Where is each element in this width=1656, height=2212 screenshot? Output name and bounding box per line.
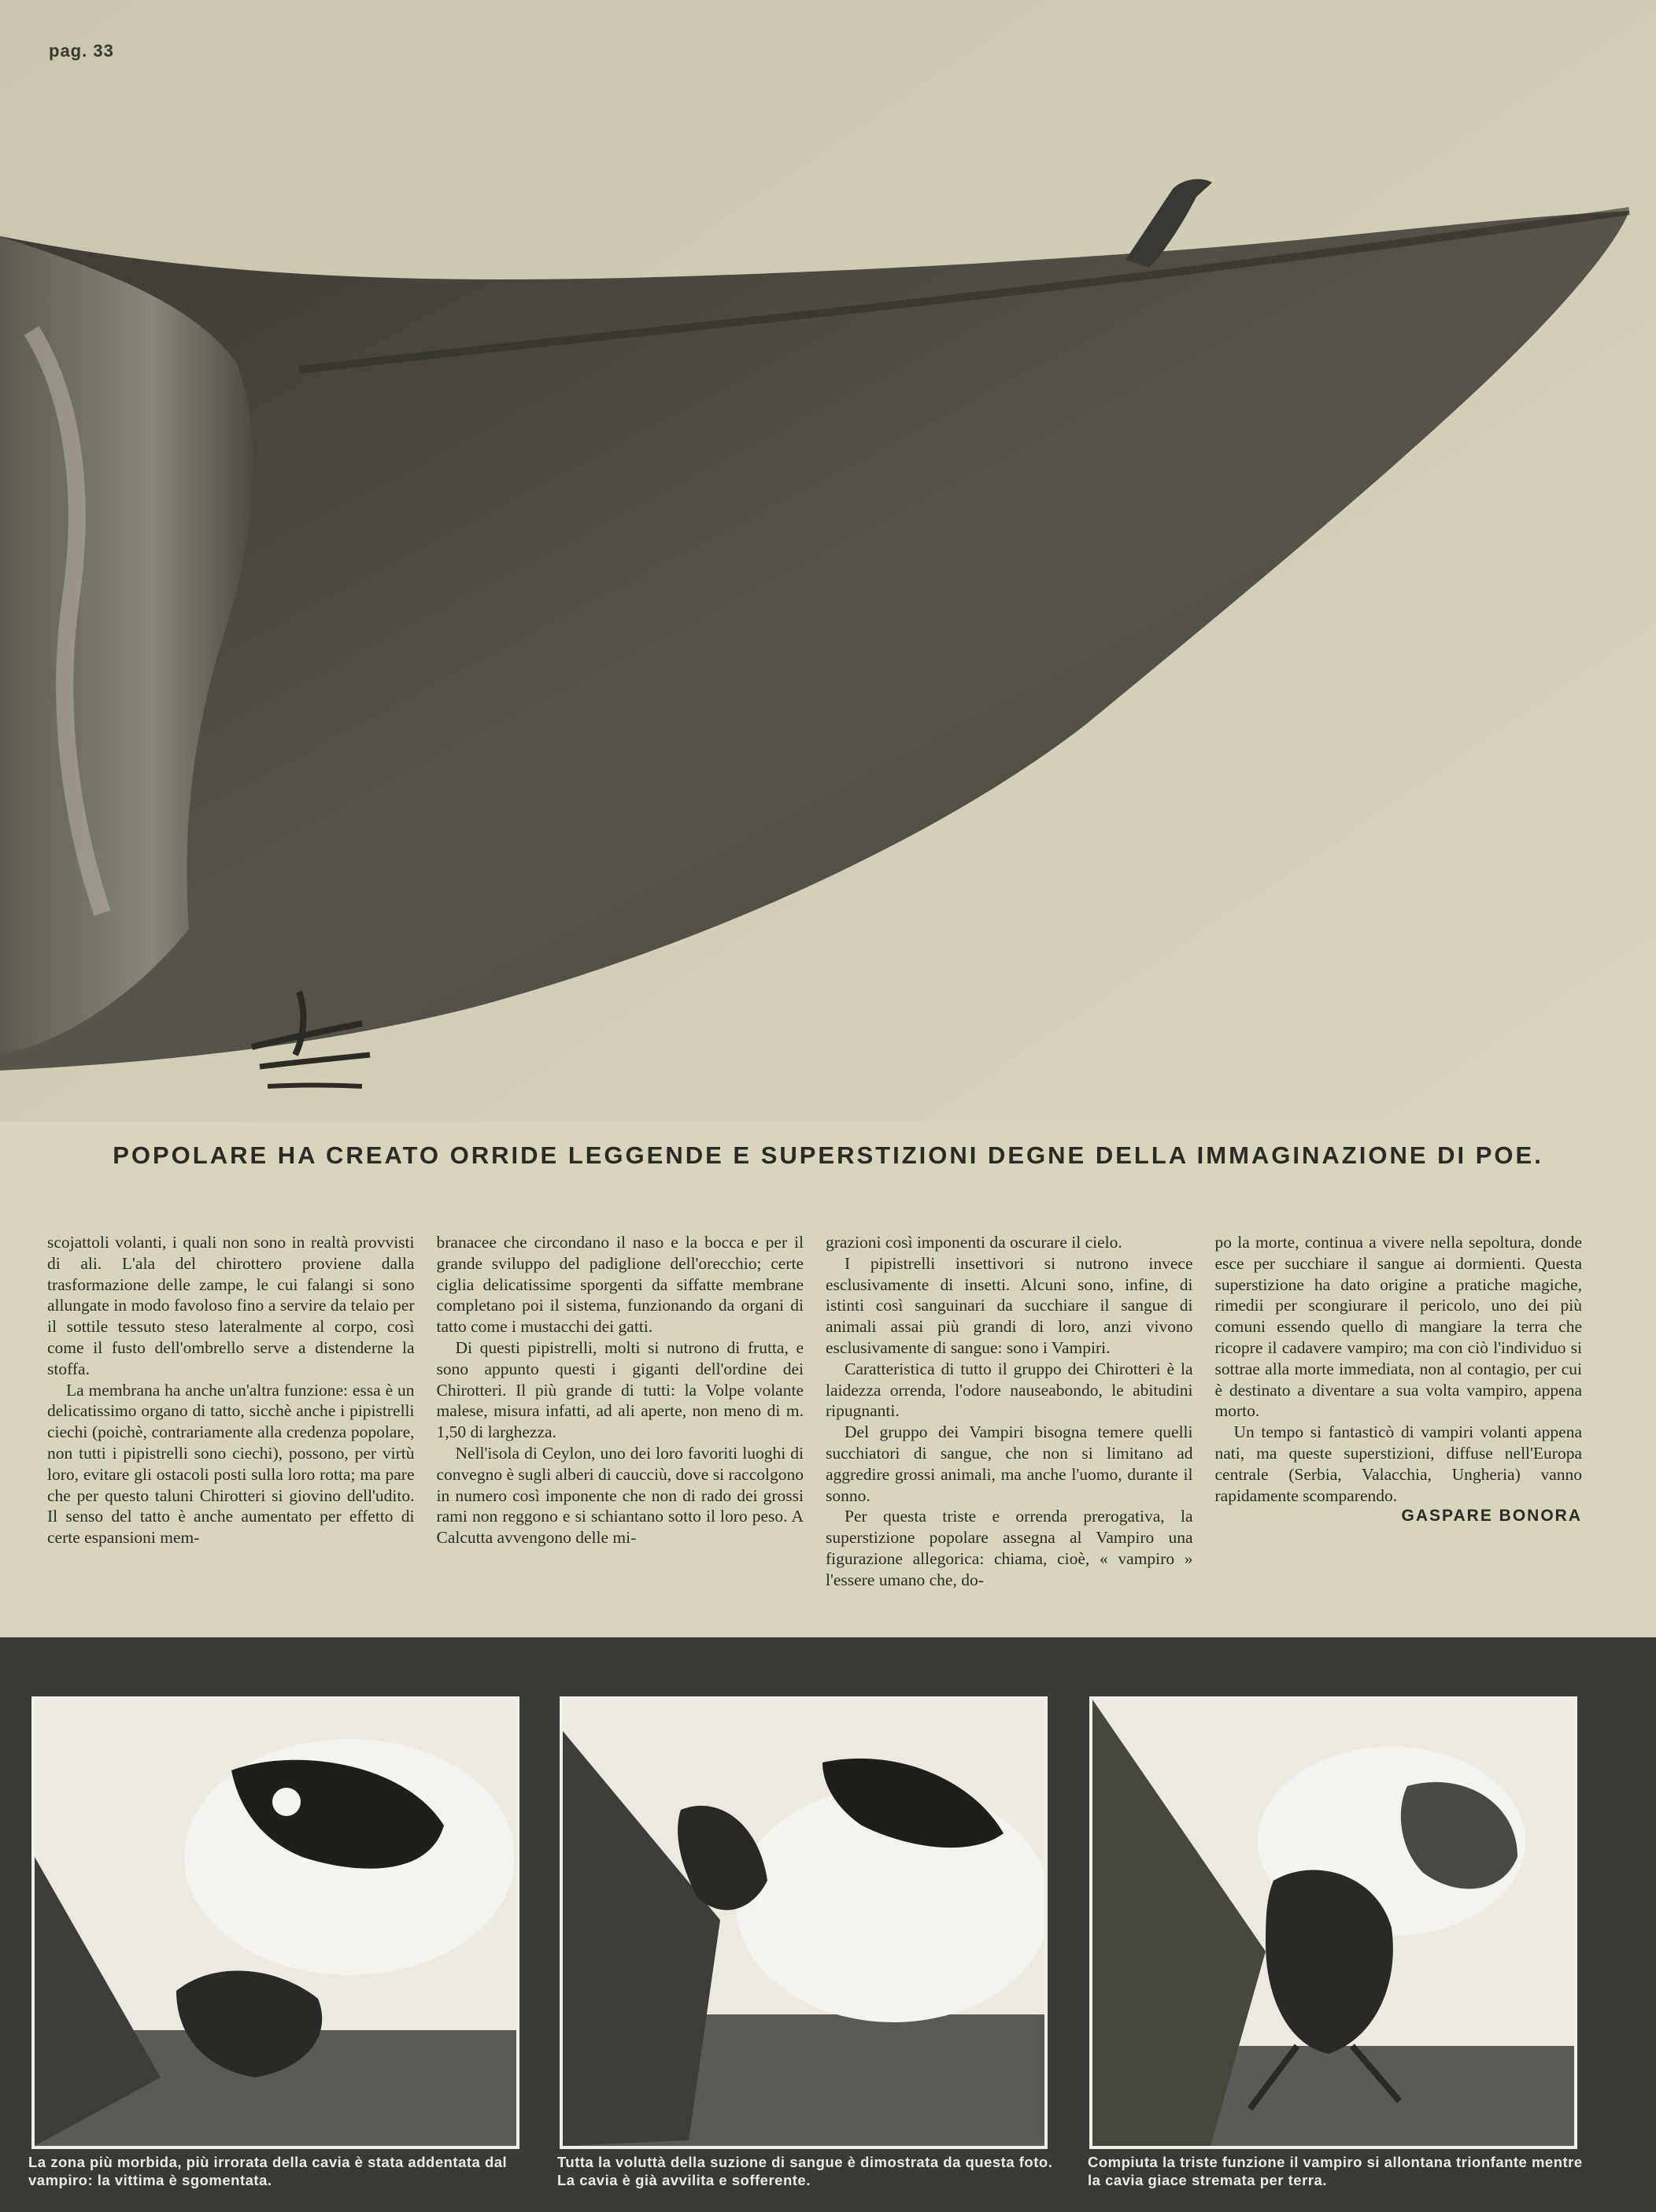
article-body — [47, 1232, 1582, 1629]
photo-blood-feeding — [560, 1696, 1048, 2149]
paragraph: branacee che circondano il naso e la bocca e per il grande sviluppo del padiglione dell'orecchio; certe ciglia delicatissime sporgenti da siffatte membrane completano poi il sistema, funzionando da organi di tatto come i mustacchi dei gatti. — [436, 1233, 804, 1337]
paragraph: La membrana ha anche un'altra funzione: essa è un delicatissimo organo di tatto, sicchè anche i pipistrelli ciechi (poichè, contrariamente alla credenza popolare, non tutti i pipistrelli sono ciechi), possono, per virtù loro, evitare gli ostacoli posti sulla loro rotta; ma pare che per questo taluni Chirotteri si giovino dell'udito. Il senso del tatto è anche aumentato per effetto di certe espansioni mem- — [47, 1380, 415, 1548]
paragraph: Del gruppo dei Vampiri bisogna temere quelli succhiatori di sangue, che non si limitano ad aggredire grossi animali, ma anche l'uomo, durante il sonno. — [826, 1422, 1193, 1505]
paragraph: Nell'isola di Ceylon, uno dei loro favoriti luoghi di convegno è sugli alberi di caucciù, dove si raccolgono in numero così imponente che non di rado dei grossi rami non reggono e si schiantano sotto il loro peso. A Calcutta avvengono delle mi- — [436, 1443, 804, 1548]
paragraph: I pipistrelli insettivori si nutrono invece esclusivamente di insetti. Alcuni sono, infine, di istinti così sanguinari da succhiare il sangue di animali assai più grandi di loro, anzi vivono esclusivamente di sangue: sono i Vampiri. — [826, 1253, 1193, 1357]
paragraph: Un tempo si fantasticò di vampiri volanti appena nati, ma queste superstizioni, diffuse nell'Europa centrale (Serbia, Valacchia, Ungheria) vanno rapidamente scomparendo. — [1214, 1422, 1582, 1505]
paragraph: scojattoli volanti, i quali non sono in realtà provvisti di ali. L'ala del chirottero proviene dalla trasformazione delle zampe, le cui falangi si sono allungate in modo favoloso fino a servire da telaio per il sottile tessuto steso lateralmente al corpo, così come il fusto dell'ombrello serve a distenderne la stoffa. — [47, 1233, 415, 1378]
article-column-2 — [437, 1232, 804, 1629]
headline: POPOLARE HA CREATO ORRIDE LEGGENDE E SUPERSTIZIONI DEGNE DELLA IMMAGINAZIONE DI POE. — [113, 1141, 1543, 1169]
article-column-3 — [826, 1232, 1193, 1629]
guinea-pig-bat-image-1 — [35, 1700, 516, 2146]
paragraph: po la morte, continua a vivere nella sepoltura, donde esce per succhiare il sangue ai dormienti. Questa superstizione ha dato origine a pratiche magiche, rimedii per scongiurare il pericolo, uno dei più comuni essendo quello di mangiare la terra che ricopre il cadavere vampiro; ma con ciò l'individuo si sottrae alla morte immediata, non al contagio, per cui è destinato a diventare a sua volta vampiro, appena morto. — [1214, 1233, 1582, 1421]
photo-guinea-pig-bitten — [31, 1696, 519, 2149]
caption-photo-1: La zona più morbida, più irrorata della cavia è stata addentata dal vampiro: la vittima è sgomentata. — [28, 2154, 508, 2188]
article-column-1 — [47, 1232, 415, 1629]
paragraph: grazioni così imponenti da oscurare il cielo. — [826, 1233, 1122, 1252]
article-headline-strip — [0, 1122, 1656, 1189]
photo-vampire-leaving — [1089, 1696, 1577, 2149]
guinea-pig-bat-image-2 — [563, 1700, 1044, 2146]
caption-photo-2: Tutta la voluttà della suzione di sangue è dimostrata da questa foto. La cavia è già avvilita e sofferente. — [557, 2154, 1053, 2188]
caption-photo-3: Compiuta la triste funzione il vampiro si allontana trionfante mentre la cavia giace stremata per terra. — [1088, 2154, 1583, 2188]
paragraph: Caratteristica di tutto il gruppo dei Chirotteri è la laidezza orrenda, l'odore nauseabondo, le abitudini ripugnanti. — [826, 1359, 1193, 1421]
article-column-4 — [1215, 1232, 1583, 1629]
guinea-pig-bat-image-3 — [1092, 1700, 1574, 2146]
paragraph: Di questi pipistrelli, molti si nutrono di frutta, e sono appunto questi i giganti dell'ordine dei Chirotteri. Il più grande di tutti: la Volpe volante malese, misura infatti, ad ali aperte, non meno di m. 1,50 di larghezza. — [436, 1337, 804, 1442]
author-signature: GASPARE BONORA — [1401, 1507, 1582, 1526]
paragraph: Per questa triste e orrenda prerogativa, la superstizione popolare assegna al Vampiro una figurazione allegorica: chiama, cioè, « vampiro » l'essere umano che, do- — [826, 1507, 1193, 1589]
page-number: pag. 33 — [49, 41, 114, 61]
